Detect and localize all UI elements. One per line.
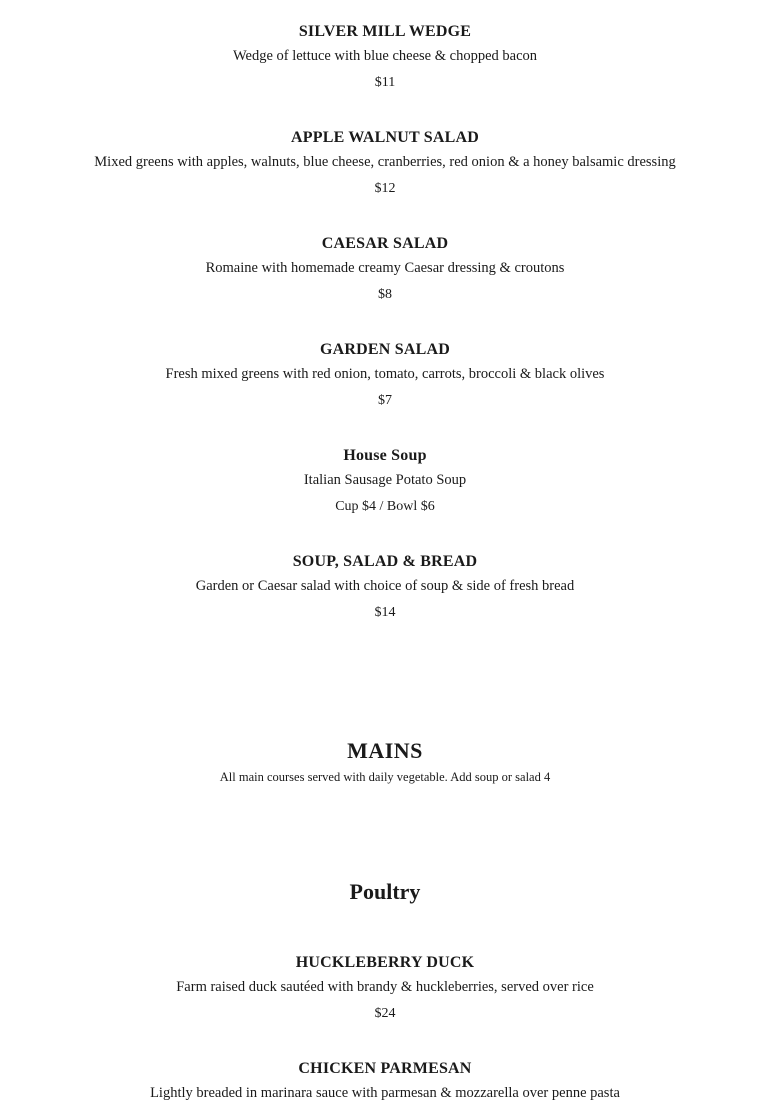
menu-item-garden-salad	[0, 340, 770, 411]
menu-item-silver-mill-wedge	[0, 22, 770, 93]
menu-item-house-soup	[0, 446, 770, 517]
item-name: House Soup	[343, 447, 427, 464]
item-description: Garden or Caesar salad with choice of soup & side of fresh bread	[195, 578, 575, 594]
item-name: GARDEN SALAD	[320, 341, 450, 358]
menu-item-caesar-salad	[0, 234, 770, 305]
item-price: $24	[374, 1006, 396, 1021]
item-price: $8	[378, 287, 392, 302]
item-name: CHICKEN PARMESAN	[298, 1060, 472, 1077]
item-description: Wedge of lettuce with blue cheese & chopped bacon	[232, 48, 538, 64]
item-name: CAESAR SALAD	[321, 235, 449, 252]
item-name: SOUP, SALAD & BREAD	[292, 553, 478, 570]
subsection-title-poultry: Poultry	[349, 879, 421, 904]
item-price: $12	[374, 181, 396, 196]
item-name: APPLE WALNUT SALAD	[291, 129, 479, 146]
item-price: $11	[374, 75, 396, 90]
section-title-mains: MAINS	[347, 738, 423, 763]
menu-item-chicken-parmesan	[0, 1059, 770, 1103]
item-description: Lightly breaded in marinara sauce with parmesan & mozzarella over penne pasta	[150, 1085, 620, 1101]
item-price: $14	[374, 605, 396, 620]
menu-item-soup-salad-bread	[0, 552, 770, 623]
item-price: $7	[378, 393, 392, 408]
item-description: Farm raised duck sautéed with brandy & huckleberries, served over rice	[176, 979, 594, 995]
item-description: Italian Sausage Potato Soup	[303, 472, 467, 488]
item-description: Romaine with homemade creamy Caesar dressing & croutons	[205, 260, 565, 276]
item-name: SILVER MILL WEDGE	[298, 23, 472, 40]
item-price: Cup $4 / Bowl $6	[335, 499, 435, 514]
item-description: Mixed greens with apples, walnuts, blue cheese, cranberries, red onion & a honey balsamic dressing	[94, 154, 676, 170]
item-description: Fresh mixed greens with red onion, tomato, carrots, broccoli & black olives	[165, 366, 605, 382]
section-note-mains: All main courses served with daily vegetable. Add soup or salad 4	[219, 770, 551, 784]
menu-item-apple-walnut-salad	[0, 128, 770, 199]
menu-item-huckleberry-duck	[0, 953, 770, 1024]
item-name: HUCKLEBERRY DUCK	[295, 954, 475, 971]
